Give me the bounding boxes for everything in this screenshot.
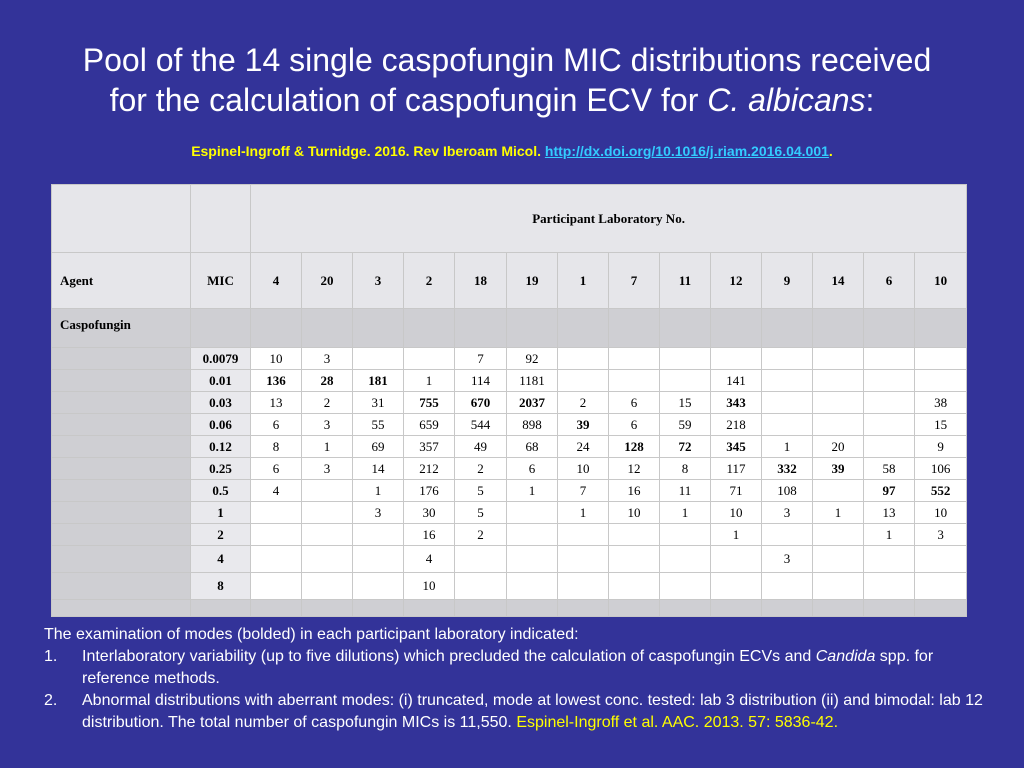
mic-count-cell [864,573,915,600]
note-1-text-a: Interlaboratory variability (up to five dilutions) which precluded the calculation of caspofungin ECVs and [82,648,816,665]
mic-count-cell: 114 [455,370,507,392]
mic-count-cell [660,370,711,392]
mic-count-cell [302,524,353,546]
table-row [52,524,967,546]
table-row [52,370,967,392]
footer-cell [609,600,660,617]
lab-header-7: 7 [609,253,660,309]
lab-header-10: 10 [915,253,967,309]
mic-count-cell [762,573,813,600]
mic-count-cell [302,573,353,600]
agent-row-cell [864,309,915,348]
mic-count-cell: 11 [660,480,711,502]
mic-value: 8 [191,573,251,600]
mic-count-cell [251,502,302,524]
mic-count-cell [353,546,404,573]
mic-count-cell [813,573,864,600]
agent-cell [52,458,191,480]
mic-value: 0.06 [191,414,251,436]
mic-value: 0.5 [191,480,251,502]
mic-count-cell: 6 [609,414,660,436]
mic-count-cell [302,502,353,524]
mic-count-cell [455,546,507,573]
mic-count-cell: 39 [558,414,609,436]
mic-count-cell: 92 [507,348,558,370]
note-1-text [82,646,1004,690]
mic-count-cell: 181 [353,370,404,392]
note-1-number: 1. [44,648,58,665]
mic-count-cell: 176 [404,480,455,502]
mic-count-cell [609,348,660,370]
mic-count-cell [864,436,915,458]
table-row [52,414,967,436]
mic-count-cell: 20 [813,436,864,458]
mic-count-cell: 97 [864,480,915,502]
mic-value: 1 [191,502,251,524]
mic-count-cell: 6 [507,458,558,480]
agent-row-cell [455,309,507,348]
agent-row-cell [191,309,251,348]
header-empty-agent [52,185,191,253]
mic-count-cell: 2037 [507,392,558,414]
mic-count-cell: 8 [660,458,711,480]
lab-header-6: 6 [864,253,915,309]
mic-count-cell [251,573,302,600]
title-colon: : [865,82,875,118]
mic-count-cell: 212 [404,458,455,480]
mic-value: 0.01 [191,370,251,392]
lab-header-4: 4 [251,253,302,309]
mic-count-cell [353,524,404,546]
mic-value: 0.0079 [191,348,251,370]
mic-count-cell: 343 [711,392,762,414]
mic-count-cell [762,524,813,546]
mic-count-cell [609,370,660,392]
mic-count-cell: 659 [404,414,455,436]
mic-count-cell: 28 [302,370,353,392]
mic-count-cell: 16 [404,524,455,546]
mic-count-cell: 10 [915,502,967,524]
footer-cell [660,600,711,617]
mic-count-cell: 5 [455,480,507,502]
footer-cell [191,600,251,617]
mic-count-cell: 14 [353,458,404,480]
mic-count-cell [251,524,302,546]
mic-count-cell: 3 [302,458,353,480]
lab-header-18: 18 [455,253,507,309]
mic-count-cell [762,348,813,370]
table-row [52,458,967,480]
agent-row-cell [660,309,711,348]
mic-count-cell [251,546,302,573]
agent-cell [52,436,191,458]
mic-count-cell [558,370,609,392]
mic-count-cell [302,546,353,573]
citation [0,143,1024,159]
title-line-2 [0,80,1024,120]
mic-count-cell [762,414,813,436]
footer-cell [251,600,302,617]
mic-count-cell [762,370,813,392]
mic-count-cell [711,546,762,573]
title-species: C. albicans [707,82,866,118]
footer-cell [404,600,455,617]
mic-value: 2 [191,524,251,546]
title-line-1: Pool of the 14 single caspofungin MIC distributions received [82,42,932,78]
mic-count-cell [864,392,915,414]
mic-count-cell: 49 [455,436,507,458]
mic-count-cell: 58 [864,458,915,480]
mic-value: 0.03 [191,392,251,414]
mic-count-cell: 1 [813,502,864,524]
mic-count-cell [507,573,558,600]
mic-count-cell: 12 [609,458,660,480]
mic-count-cell: 10 [609,502,660,524]
agent-row-cell [251,309,302,348]
table-row [52,392,967,414]
mic-count-cell: 2 [302,392,353,414]
mic-count-cell: 7 [455,348,507,370]
note-item-2 [44,690,1004,734]
mic-count-cell [609,546,660,573]
mic-count-cell: 1 [353,480,404,502]
lab-header-19: 19 [507,253,558,309]
lab-header-20: 20 [302,253,353,309]
mic-value: 0.25 [191,458,251,480]
agent-row-cell [609,309,660,348]
footer-cell [711,600,762,617]
mic-count-cell: 1 [558,502,609,524]
footer-cell [762,600,813,617]
mic-value: 0.12 [191,436,251,458]
mic-count-cell: 13 [251,392,302,414]
mic-count-cell: 117 [711,458,762,480]
footer-cell [455,600,507,617]
agent-cell [52,414,191,436]
mic-count-cell: 670 [455,392,507,414]
mic-count-cell: 5 [455,502,507,524]
table-row [52,502,967,524]
mic-count-cell: 1181 [507,370,558,392]
mic-count-cell: 16 [609,480,660,502]
citation-text: Espinel-Ingroff & Turnidge. 2016. Rev Iberoam Micol. [191,143,545,159]
mic-count-cell: 3 [762,546,813,573]
mic-count-cell: 3 [915,524,967,546]
agent-row-cell [404,309,455,348]
table-row [52,546,967,573]
mic-count-cell [813,370,864,392]
mic-count-cell [813,348,864,370]
note-2-body: Abnormal distributions with aberrant modes: (i) truncated, mode at lowest conc. tested: lab 3 distribution (ii) and bimodal: lab 12 distribution. The total number of caspofungin MICs is 11,550. [82,692,983,731]
agent-row-cell [558,309,609,348]
mic-count-cell [609,573,660,600]
mic-count-cell [507,502,558,524]
table-row [52,480,967,502]
mic-count-cell: 10 [404,573,455,600]
mic-count-cell: 8 [251,436,302,458]
lab-header-3: 3 [353,253,404,309]
mic-count-cell: 15 [660,392,711,414]
mic-count-cell: 59 [660,414,711,436]
mic-count-cell [660,546,711,573]
title-line-2-text: for the calculation of caspofungin ECV for [109,82,708,118]
mic-count-cell: 6 [251,414,302,436]
footer-cell [558,600,609,617]
footer-cell [915,600,967,617]
agent-cell [52,480,191,502]
agent-row-cell [711,309,762,348]
mic-count-cell: 31 [353,392,404,414]
table-footer-row [52,600,967,617]
mic-count-cell [711,348,762,370]
mic-count-cell: 1 [302,436,353,458]
mic-count-cell: 10 [558,458,609,480]
table-row [52,436,967,458]
mic-count-cell [558,524,609,546]
mic-count-cell [455,573,507,600]
mic-count-cell: 9 [915,436,967,458]
mic-count-cell: 2 [558,392,609,414]
mic-count-cell: 55 [353,414,404,436]
agent-row-cell [302,309,353,348]
mic-count-cell: 345 [711,436,762,458]
mic-count-cell: 30 [404,502,455,524]
mic-count-cell [813,392,864,414]
footer-cell [864,600,915,617]
mic-count-cell: 357 [404,436,455,458]
notes [44,624,1004,734]
mic-count-cell [558,348,609,370]
agent-cell [52,392,191,414]
mic-count-cell: 1 [404,370,455,392]
mic-count-cell: 108 [762,480,813,502]
mic-count-cell [507,546,558,573]
mic-count-cell: 39 [813,458,864,480]
participant-lab-header: Participant Laboratory No. [251,185,967,253]
agent-name: Caspofungin [52,309,191,348]
mic-count-cell [813,414,864,436]
mic-count-cell [813,546,864,573]
mic-count-cell: 3 [302,348,353,370]
mic-count-cell: 755 [404,392,455,414]
note-1-text-b: spp. for reference methods. [82,648,934,687]
mic-count-cell [353,573,404,600]
mic-count-cell: 10 [711,502,762,524]
mic-count-cell: 141 [711,370,762,392]
mic-count-cell: 4 [404,546,455,573]
mic-count-cell: 552 [915,480,967,502]
mic-count-cell [864,370,915,392]
citation-suffix: . [828,143,833,159]
note-item-1 [44,646,1004,690]
mic-count-cell [813,524,864,546]
mic-count-cell [660,573,711,600]
mic-count-cell: 3 [762,502,813,524]
mic-count-cell: 4 [251,480,302,502]
slide-title [0,40,1024,120]
agent-cell [52,348,191,370]
lab-header-1: 1 [558,253,609,309]
note-2-number: 2. [44,692,58,709]
mic-count-cell: 7 [558,480,609,502]
mic-count-cell: 69 [353,436,404,458]
agent-row-cell [813,309,864,348]
mic-count-cell: 136 [251,370,302,392]
mic-count-cell: 3 [302,414,353,436]
mic-count-cell [609,524,660,546]
agent-row-cell [507,309,558,348]
mic-count-cell: 1 [660,502,711,524]
lab-header-2: 2 [404,253,455,309]
note-2-text [82,690,1004,734]
mic-count-cell [762,392,813,414]
lab-header-12: 12 [711,253,762,309]
mic-count-cell: 3 [353,502,404,524]
mic-count-cell [660,348,711,370]
mic-count-cell [864,414,915,436]
footer-cell [507,600,558,617]
lab-header-11: 11 [660,253,711,309]
mic-count-cell: 544 [455,414,507,436]
mic-count-cell: 1 [711,524,762,546]
mic-count-cell [302,480,353,502]
mic-count-cell [864,348,915,370]
mic-count-cell: 6 [609,392,660,414]
mic-count-cell [915,573,967,600]
table-row [52,348,967,370]
agent-row-cell [762,309,813,348]
mic-count-cell: 1 [507,480,558,502]
mic-count-cell: 218 [711,414,762,436]
mic-count-cell [353,348,404,370]
mic-count-cell [864,546,915,573]
citation-link[interactable]: http://dx.doi.org/10.1016/j.riam.2016.04.001 [544,143,829,159]
mic-distribution-table [51,184,967,617]
mic-count-cell: 106 [915,458,967,480]
mic-count-cell: 2 [455,524,507,546]
mic-count-cell [558,573,609,600]
agent-cell [52,524,191,546]
agent-cell [52,370,191,392]
mic-count-cell: 332 [762,458,813,480]
agent-cell [52,502,191,524]
mic-count-cell: 2 [455,458,507,480]
mic-count-cell [558,546,609,573]
note-1-italic: Candida [815,648,876,665]
mic-count-cell: 898 [507,414,558,436]
mic-count-cell: 128 [609,436,660,458]
mic-count-cell: 6 [251,458,302,480]
agent-row-cell [915,309,967,348]
mic-count-cell [915,348,967,370]
agent-cell [52,546,191,573]
mic-value: 4 [191,546,251,573]
mic-count-cell: 72 [660,436,711,458]
lab-header-14: 14 [813,253,864,309]
mic-count-cell: 71 [711,480,762,502]
mic-count-cell: 13 [864,502,915,524]
mic-count-cell [915,546,967,573]
mic-count-cell [711,573,762,600]
mic-count-cell: 68 [507,436,558,458]
footer-cell [813,600,864,617]
mic-count-cell: 38 [915,392,967,414]
mic-count-cell: 24 [558,436,609,458]
header-empty-mic [191,185,251,253]
mic-count-cell [507,524,558,546]
footer-cell [353,600,404,617]
notes-intro: The examination of modes (bolded) in each participant laboratory indicated: [44,626,579,643]
footer-cell [302,600,353,617]
mic-header: MIC [191,253,251,309]
mic-count-cell [404,348,455,370]
mic-count-cell [660,524,711,546]
mic-count-cell: 15 [915,414,967,436]
mic-count-cell: 1 [864,524,915,546]
agent-header: Agent [52,253,191,309]
agent-row-cell [353,309,404,348]
lab-header-9: 9 [762,253,813,309]
note-2-reference: Espinel-Ingroff et al. AAC. 2013. 57: 5836-42. [516,714,839,731]
table-row [52,573,967,600]
footer-cell [52,600,191,617]
mic-count-cell: 1 [762,436,813,458]
mic-count-cell: 10 [251,348,302,370]
agent-cell [52,573,191,600]
mic-count-cell [915,370,967,392]
mic-count-cell [813,480,864,502]
